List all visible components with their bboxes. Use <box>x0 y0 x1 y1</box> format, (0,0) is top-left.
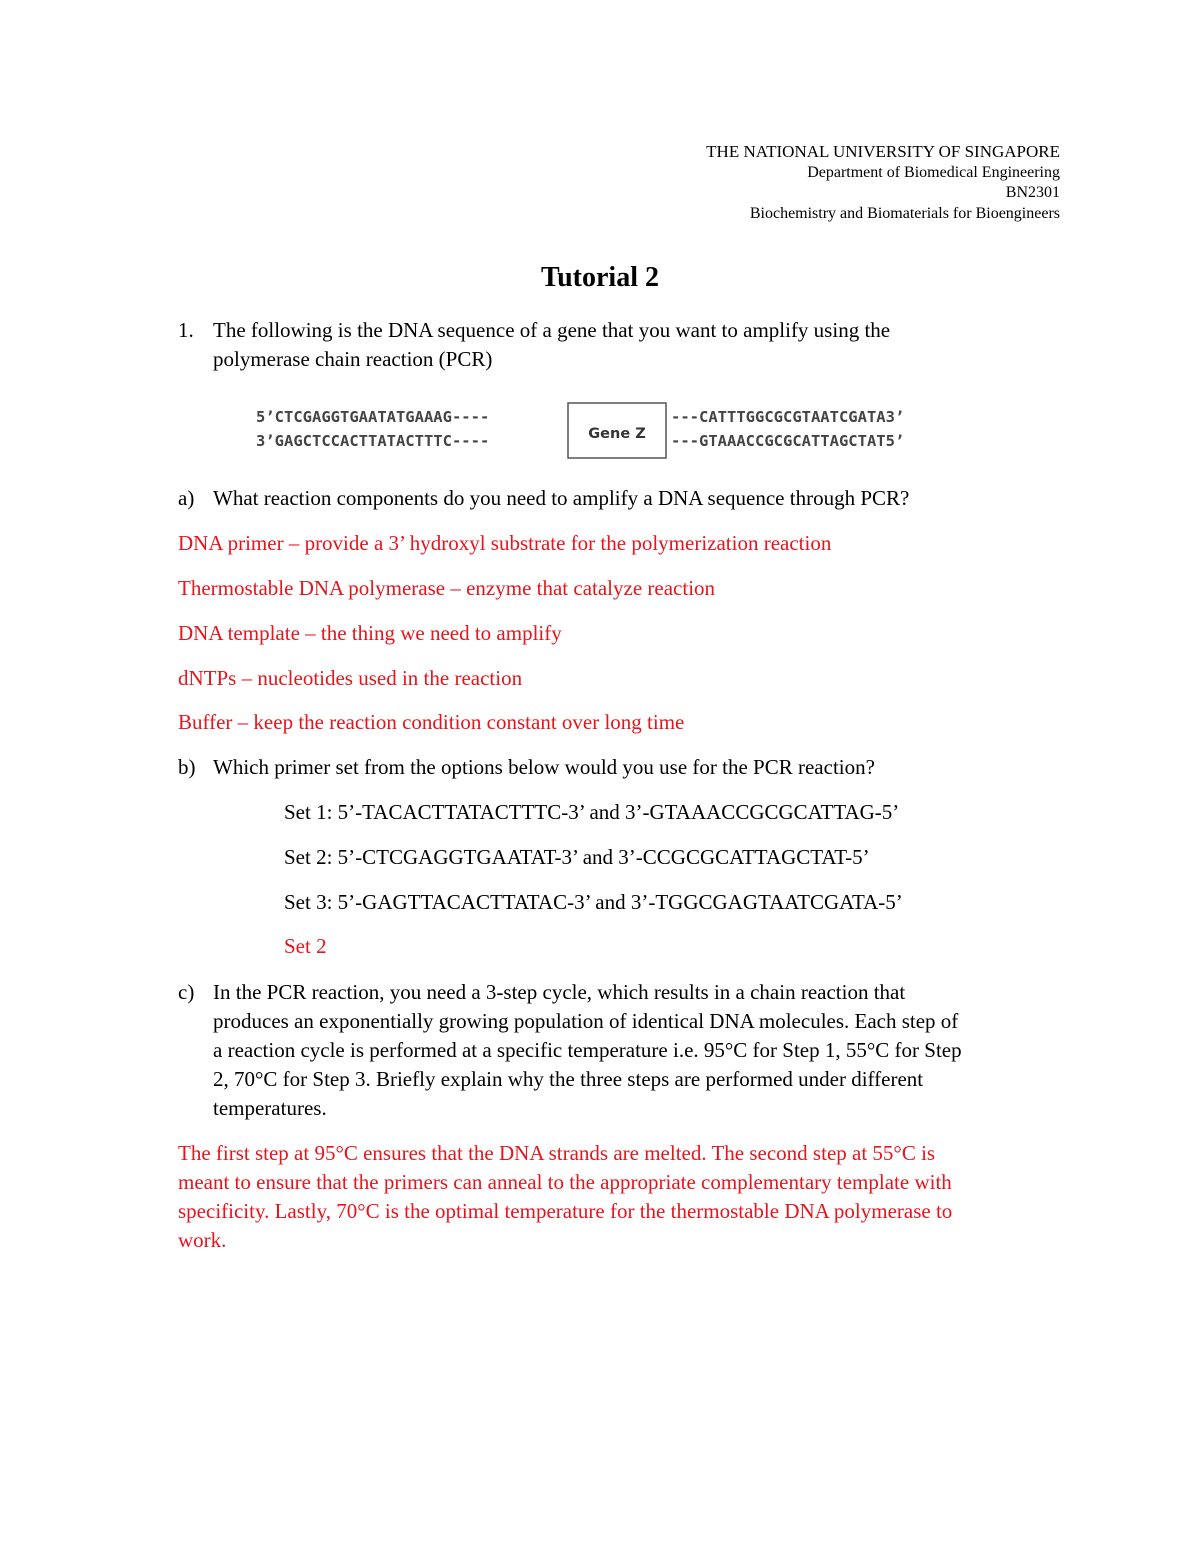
top-strand-right: ---CATTTGGCGCGTAATCGATA3’ <box>671 408 905 426</box>
part-b-answer: Set 2 <box>284 934 327 958</box>
course-code: BN2301 <box>1005 184 1060 201</box>
part-c-question-line: 2, 70°C for Step 3. Briefly explain why the three steps are performed under different <box>213 1067 924 1091</box>
primer-set-option: Set 3: 5’-GAGTTACACTTATAC-3’ and 3’-TGGCGAGTAATCGATA-5’ <box>284 890 903 914</box>
page-title: Tutorial 2 <box>541 262 659 293</box>
primer-set-option: Set 1: 5’-TACACTTATACTTTC-3’ and 3’-GTAAACCGCGCATTAG-5’ <box>284 800 900 824</box>
part-c-answer-line: meant to ensure that the primers can anneal to the appropriate complementary template with <box>178 1170 952 1194</box>
part-c-label: c) <box>178 980 195 1004</box>
top-strand-left: 5’CTCGAGGTGAATATGAAAG---- <box>256 408 490 426</box>
primer-set-option: Set 2: 5’-CTCGAGGTGAATAT-3’ and 3’-CCGCGCATTAGCTAT-5’ <box>284 845 870 869</box>
question-number: 1. <box>178 318 194 342</box>
part-c-question-line: a reaction cycle is performed at a specific temperature i.e. 95°C for Step 1, 55°C for Step <box>213 1038 962 1062</box>
part-c-question-line: In the PCR reaction, you need a 3-step cycle, which results in a chain reaction that <box>213 980 906 1004</box>
answer-line: Buffer – keep the reaction condition constant over long time <box>178 710 685 734</box>
answer-line: DNA template – the thing we need to amplify <box>178 621 562 645</box>
question-text-line: polymerase chain reaction (PCR) <box>213 347 493 371</box>
part-c-answer-line: The first step at 95°C ensures that the DNA strands are melted. The second step at 55°C is <box>178 1141 936 1165</box>
department-name: Department of Biomedical Engineering <box>807 163 1060 181</box>
gene-z-label: Gene Z <box>588 426 646 442</box>
question-text-line: The following is the DNA sequence of a gene that you want to amplify using the <box>213 318 891 342</box>
answer-line: DNA primer – provide a 3’ hydroxyl substrate for the polymerization reaction <box>178 531 832 555</box>
part-b-label: b) <box>178 755 196 779</box>
part-a-label: a) <box>178 486 195 510</box>
answer-line: dNTPs – nucleotides used in the reaction <box>178 666 523 690</box>
bottom-strand-left: 3’GAGCTCCACTTATACTTTC---- <box>256 432 490 450</box>
part-c-answer-line: work. <box>178 1228 227 1252</box>
part-a-question: What reaction components do you need to amplify a DNA sequence through PCR? <box>213 486 910 510</box>
university-name: THE NATIONAL UNIVERSITY OF SINGAPORE <box>706 142 1060 161</box>
part-b-question: Which primer set from the options below would you use for the PCR reaction? <box>213 755 875 779</box>
bottom-strand-right: ---GTAAACCGCGCATTAGCTAT5’ <box>671 432 905 450</box>
part-c-question-line: temperatures. <box>213 1096 327 1120</box>
part-c-question-line: produces an exponentially growing population of identical DNA molecules. Each step of <box>213 1009 959 1033</box>
answer-line: Thermostable DNA polymerase – enzyme that catalyze reaction <box>178 576 716 600</box>
course-name: Biochemistry and Biomaterials for Bioengineers <box>749 204 1060 222</box>
dna-sequence-diagram <box>240 380 1000 470</box>
header-block <box>706 142 1060 224</box>
part-c-answer-line: specificity. Lastly, 70°C is the optimal temperature for the thermostable DNA polymerase to <box>178 1199 953 1223</box>
